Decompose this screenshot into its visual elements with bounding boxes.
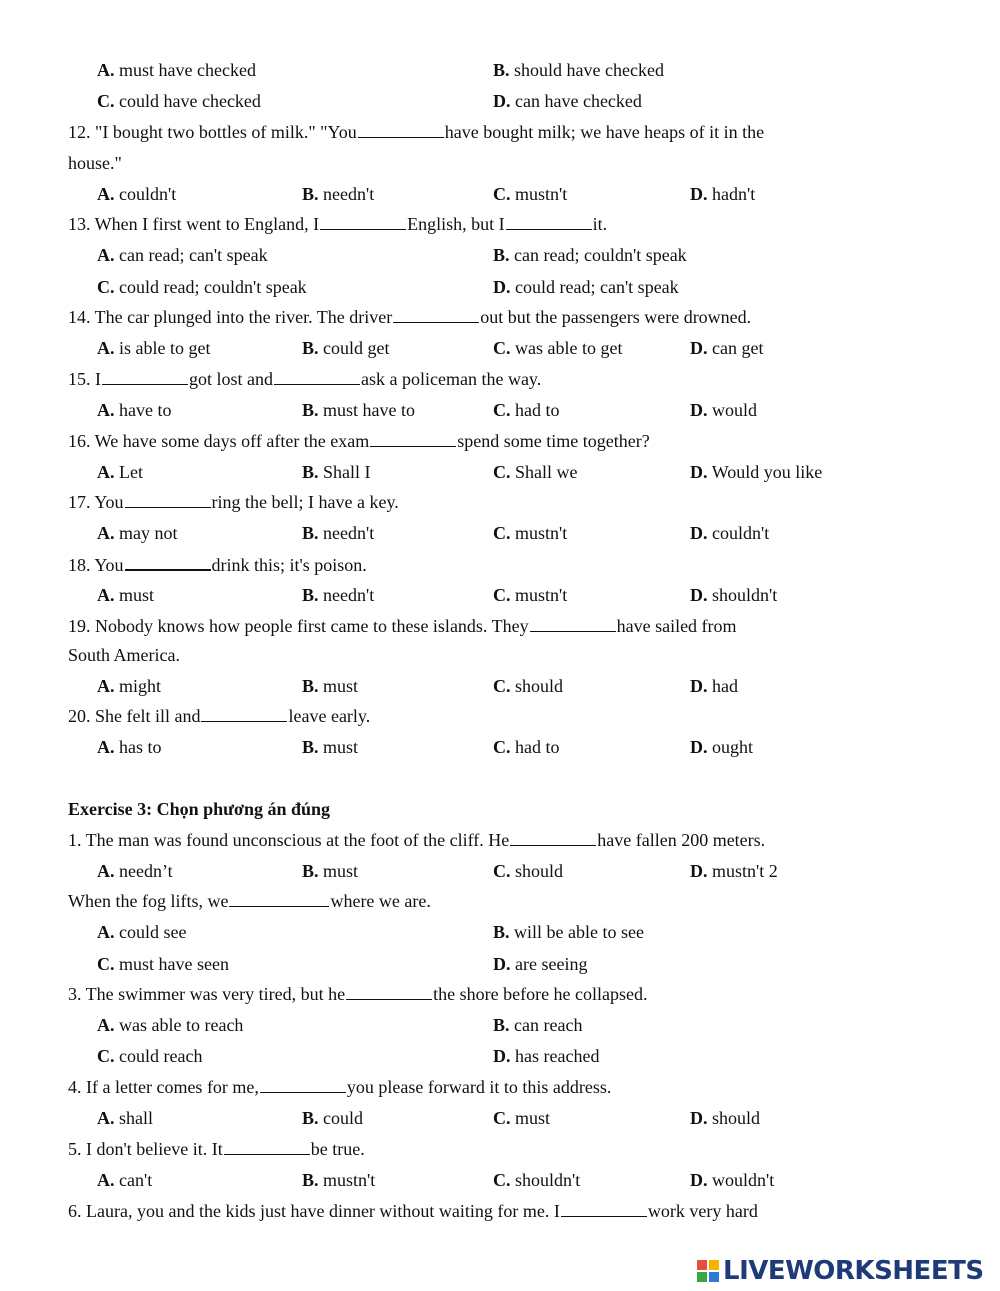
e3-q2-option-c[interactable]: C. must have seen [97,954,229,974]
q13-option-d[interactable]: D. could read; can't speak [493,277,679,297]
q20-option-c[interactable]: C. had to [493,737,560,757]
q18-option-a[interactable]: A. must [97,585,155,605]
e3-q2-question: When the fog lifts, we where we are. [68,891,431,911]
q20-option-d[interactable]: D. ought [690,737,754,757]
e3-q3-option-b[interactable]: B. can reach [493,1015,583,1035]
e3-q4-question: 4. If a letter comes for me, you please forward it to this address. [68,1077,612,1097]
q15-blank-2[interactable] [274,368,360,385]
e3-q3-question: 3. The swimmer was very tired, but he the shore before he collapsed. [68,984,648,1004]
e3-q3-blank[interactable] [346,983,432,1000]
q17-blank[interactable] [125,491,211,508]
q16-option-b[interactable]: B. Shall I [302,462,371,482]
e3-q5-question: 5. I don't believe it. It be true. [68,1139,365,1159]
q12-option-b[interactable]: B. needn't [302,184,375,204]
q11-option-c[interactable]: C. could have checked [97,91,261,111]
q19-option-d[interactable]: D. had [690,676,738,696]
q13-option-b[interactable]: B. can read; couldn't speak [493,245,687,265]
e3-q2-option-b[interactable]: B. will be able to see [493,922,644,942]
e3-q1-blank[interactable] [510,829,596,846]
q17-question: 17. You ring the bell; I have a key. [68,492,399,512]
q12-question-cont: house." [68,153,122,173]
q18-option-d[interactable]: D. shouldn't [690,585,778,605]
q14-option-d[interactable]: D. can get [690,338,764,358]
q16-blank[interactable] [370,430,456,447]
e3-q1-option-b[interactable]: B. must [302,861,359,881]
liveworksheets-logo-text: LIVEWORKSHEETS [723,1256,984,1286]
e3-q3-option-a[interactable]: A. was able to reach [97,1015,244,1035]
q18-blank[interactable] [125,553,211,571]
e3-q1-option-a[interactable]: A. needn’t [97,861,173,881]
q15-option-d[interactable]: D. would [690,400,757,420]
e3-q3-option-c[interactable]: C. could reach [97,1046,203,1066]
q19-question-cont: South America. [68,645,180,665]
q17-option-a[interactable]: A. may not [97,523,178,543]
q12-option-d[interactable]: D. hadn't [690,184,756,204]
e3-q2-blank[interactable] [229,890,329,907]
q13-option-a[interactable]: A. can read; can't speak [97,245,268,265]
q19-blank[interactable] [530,615,616,632]
q18-option-b[interactable]: B. needn't [302,585,375,605]
q20-option-a[interactable]: A. has to [97,737,162,757]
q14-option-a[interactable]: A. is able to get [97,338,211,358]
q15-option-c[interactable]: C. had to [493,400,560,420]
e3-q2-option-d[interactable]: D. are seeing [493,954,588,974]
q11-option-b[interactable]: B. should have checked [493,60,664,80]
q14-option-c[interactable]: C. was able to get [493,338,623,358]
e3-q6-blank[interactable] [561,1200,647,1217]
e3-q3-option-d[interactable]: D. has reached [493,1046,600,1066]
e3-q1-option-c[interactable]: C. should [493,861,564,881]
q16-option-a[interactable]: A. Let [97,462,143,482]
e3-q4-option-d[interactable]: D. should [690,1108,761,1128]
q12-question: 12. "I bought two bottles of milk." "You have bought milk; we have heaps of it in the [68,122,765,142]
q12-blank[interactable] [358,121,444,138]
q11-option-d[interactable]: D. can have checked [493,91,642,111]
q16-option-d[interactable]: D. Would you like [690,462,823,482]
exercise3-heading: Exercise 3: Chọn phương án đúng [68,799,331,819]
q12-option-a[interactable]: A. couldn't [97,184,177,204]
e3-q5-option-d[interactable]: D. wouldn't [690,1170,775,1190]
e3-q5-option-a[interactable]: A. can't [97,1170,153,1190]
e3-q5-option-b[interactable]: B. mustn't [302,1170,376,1190]
q20-option-b[interactable]: B. must [302,737,359,757]
q20-blank[interactable] [201,705,287,722]
q17-option-d[interactable]: D. couldn't [690,523,770,543]
e3-q4-option-b[interactable]: B. could [302,1108,364,1128]
q11-option-a[interactable]: A. must have checked [97,60,256,80]
q19-option-a[interactable]: A. might [97,676,162,696]
e3-q2-option-a[interactable]: A. could see [97,922,187,942]
e3-q1-option-d[interactable]: D. mustn't 2 [690,861,778,881]
q16-question: 16. We have some days off after the exam spend some time together? [68,431,650,451]
q15-option-a[interactable]: A. have to [97,400,172,420]
e3-q4-option-a[interactable]: A. shall [97,1108,153,1128]
q13-question: 13. When I first went to England, I English, but I it. [68,214,608,234]
q14-blank[interactable] [393,306,479,323]
q15-blank-1[interactable] [102,368,188,385]
liveworksheets-logo [697,1254,984,1288]
q14-question: 14. The car plunged into the river. The driver out but the passengers were drowned. [68,307,752,327]
q19-option-c[interactable]: C. should [493,676,564,696]
e3-q1-question: 1. The man was found unconscious at the foot of the cliff. He have fallen 200 meters. [68,830,766,850]
e3-q6-question: 6. Laura, you and the kids just have dinner without waiting for me. I work very hard [68,1201,758,1221]
q20-question: 20. She felt ill and leave early. [68,706,371,726]
q19-question: 19. Nobody knows how people first came to these islands. They have sailed from [68,616,737,636]
q15-question: 15. I got lost and ask a policeman the way. [68,369,542,389]
q15-option-b[interactable]: B. must have to [302,400,416,420]
liveworksheets-logo-icon [697,1260,719,1282]
q13-option-c[interactable]: C. could read; couldn't speak [97,277,307,297]
q17-option-c[interactable]: C. mustn't [493,523,568,543]
q14-option-b[interactable]: B. could get [302,338,390,358]
q18-question: 18. You drink this; it's poison. [68,555,367,575]
q17-option-b[interactable]: B. needn't [302,523,375,543]
e3-q4-blank[interactable] [260,1076,346,1093]
q13-blank-2[interactable] [506,213,592,230]
q18-option-c[interactable]: C. mustn't [493,585,568,605]
q13-blank-1[interactable] [320,213,406,230]
q16-option-c[interactable]: C. Shall we [493,462,578,482]
e3-q5-blank[interactable] [224,1138,310,1155]
q19-option-b[interactable]: B. must [302,676,359,696]
q12-option-c[interactable]: C. mustn't [493,184,568,204]
e3-q5-option-c[interactable]: C. shouldn't [493,1170,581,1190]
e3-q4-option-c[interactable]: C. must [493,1108,551,1128]
